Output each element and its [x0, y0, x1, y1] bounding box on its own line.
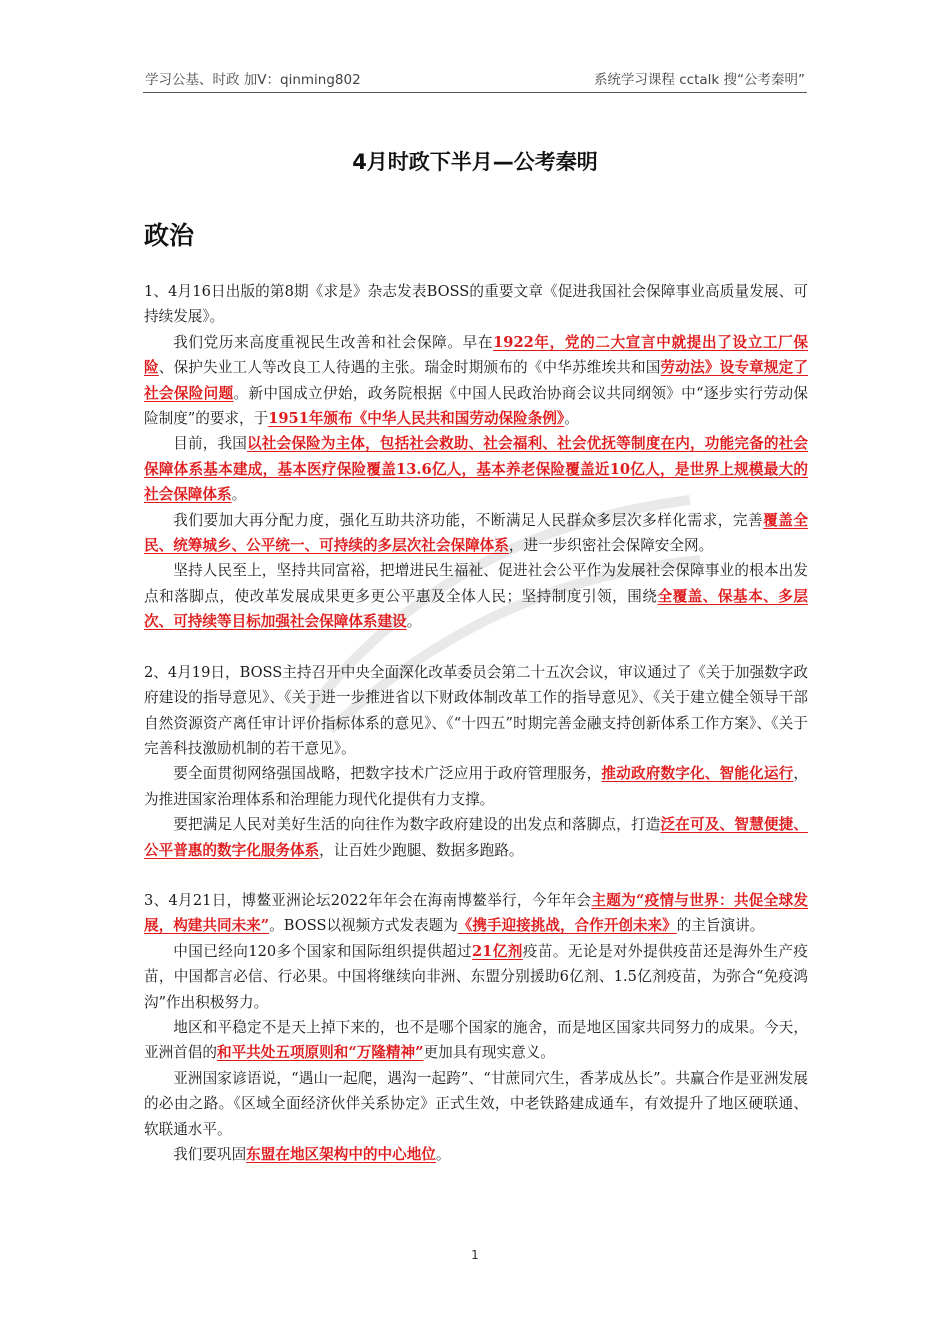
text-run: 坚持人民至上，坚持共同富裕，把增进民生福祉、促进社会公平作为发展社会保障事业的根本出发点和落脚点，使改革发展成果更多更公平惠及全体人民；坚持制度引领，围绕 — [144, 562, 808, 605]
text-run: 。 — [564, 410, 579, 428]
text-run: 地区和平稳定不是天上掉下来的，也不是哪个国家的施舍，而是地区国家共同努力的成果。今天，亚洲首倡的 — [144, 1018, 808, 1062]
text-run: ，为推进国家治理体系和治理能力现代化提供有力支撑。 — [144, 765, 808, 808]
text-run: ，让百姓少跑腿、数据多跑路。 — [319, 841, 524, 859]
highlighted-text: 和平共处五项原则和“万隆精神” — [216, 1044, 424, 1062]
paragraph — [144, 1066, 808, 1142]
highlighted-text: 推动政府数字化、智能化运行 — [601, 765, 794, 783]
text-run: 。 — [435, 1146, 451, 1163]
paragraph — [144, 330, 808, 432]
highlighted-text: 1951年颁布《中华人民共和国劳动保险条例》 — [268, 410, 565, 428]
highlighted-text: 东盟在地区架构中的中心地位 — [246, 1146, 436, 1163]
paragraph — [144, 761, 808, 812]
text-run: ，进一步织密社会保障安全网。 — [508, 537, 714, 555]
text-run: 。新中国成立伊始，政务院根据《中国人民政治协商会议共同纲领》中“逐步实行劳动保险制度”的要求，于 — [144, 384, 808, 428]
paragraph — [144, 888, 808, 939]
highlighted-text: 劳动法》设专章规定了社会保险问题 — [144, 359, 808, 402]
text-run: 疫苗。无论是对外提供疫苗还是海外生产疫苗，中国都言必信、行必果。中国将继续向非洲、东盟分别援助6亿剂、1.5亿剂疫苗，为弥合“免疫鸿沟”作出积极努力。 — [144, 942, 808, 1011]
text-run: 。 — [231, 486, 247, 504]
highlighted-text: 以社会保险为主体，包括社会救助、社会福利、社会优抚等制度在内，功能完备的社会保障体系基本建成，基本医疗保险覆盖13.6亿人，基本养老保险覆盖近10亿人，是世界上规模最大的社会保障体系 — [144, 435, 808, 504]
paragraph — [144, 558, 808, 634]
text-run: 3、4月21日，博鳌亚洲论坛2022年年会在海南博鳌举行，今年年会 — [144, 891, 592, 909]
text-run: 我们要巩固 — [173, 1146, 247, 1163]
paragraph — [144, 279, 808, 330]
highlighted-text: 全覆盖、保基本、多层次、可持续等目标加强社会保障体系建设 — [144, 587, 808, 631]
text-run: 1、4月16日出版的第8期《求是》杂志发表BOSS的重要文章《促进我国社会保障事业高质量发展、可持续发展》。 — [144, 283, 808, 326]
text-run: 、保护失业工人等改良工人待遇的主张。瑞金时期颁布的《中华苏维埃共和国 — [158, 359, 661, 377]
text-run: 的主旨演讲。 — [676, 917, 765, 935]
article-body — [144, 279, 808, 1167]
paragraph — [144, 660, 808, 762]
text-run: 目前，我国 — [173, 435, 248, 453]
paragraph — [144, 431, 808, 507]
highlighted-text: 主题为“疫情与世界：共促全球发展，构建共同未来” — [144, 891, 808, 935]
text-run: 2、4月19日，BOSS主持召开中央全面深化改革委员会第二十五次会议，审议通过了《关于加强数字政府建设的指导意见》、《关于进一步推进省以下财政体制改革工作的指导意见》、《关于建立健全领导干部自然资源资产离任审计评价指标体系的意见》、《“十四五”时期完善金融支持创新体系工作方案》、《关于完善科技激励机制的若干意见》。 — [144, 663, 808, 757]
text-run: 我们要加大再分配力度，强化互助共济功能，不断满足人民群众多层次多样化需求，完善 — [173, 511, 764, 529]
header-right-text: 系统学习课程 cctalk 搜“公考秦明” — [593, 72, 805, 88]
highlighted-text: 1922年，党的二大宣言中就提出了设立工厂保险 — [144, 333, 808, 377]
text-run: 。BOSS以视频方式发表题为 — [269, 917, 458, 935]
highlighted-text: 覆盖全民、统筹城乡、公平统一、可持续的多层次社会保障体系 — [144, 511, 808, 555]
page-header — [143, 64, 807, 93]
text-run: 中国已经向120多个国家和国际组织提供超过 — [173, 942, 473, 960]
section-title-politics: 政治 — [144, 221, 195, 250]
paragraph — [144, 1142, 808, 1167]
highlighted-text: 21亿剂 — [472, 942, 523, 960]
text-run: 要全面贯彻网络强国战略，把数字技术广泛应用于政府管理服务， — [173, 765, 602, 783]
paragraph — [144, 812, 808, 863]
document-title: 4月时政下半月—公考秦明 — [352, 150, 598, 174]
text-run: 要把满足人民对美好生活的向往作为数字政府建设的出发点和落脚点，打造 — [173, 816, 661, 834]
text-run: 亚洲国家谚语说，“遇山一起爬，遇沟一起跨”、“甘蔗同穴生，香茅成丛长”。共赢合作是亚洲发展的必由之路。《区域全面经济伙伴关系协定》正式生效，中老铁路建成通车，有效提升了地区硬联通、软联通水平。 — [144, 1069, 808, 1138]
text-run: 更加具有现实意义。 — [423, 1044, 555, 1062]
header-left-text: 学习公基、时政 加V：qinming802 — [145, 72, 361, 88]
paragraph — [144, 939, 808, 1015]
paragraph — [144, 508, 808, 559]
highlighted-text: 泛在可及、智慧便捷、公平普惠的数字化服务体系 — [144, 816, 808, 859]
paragraph — [144, 1015, 808, 1066]
text-run: 。 — [406, 613, 422, 631]
page-number: 1 — [471, 1248, 479, 1262]
highlighted-text: 《携手迎接挑战，合作开创未来》 — [457, 917, 677, 935]
text-run: 我们党历来高度重视民生改善和社会保障。早在 — [173, 333, 494, 351]
